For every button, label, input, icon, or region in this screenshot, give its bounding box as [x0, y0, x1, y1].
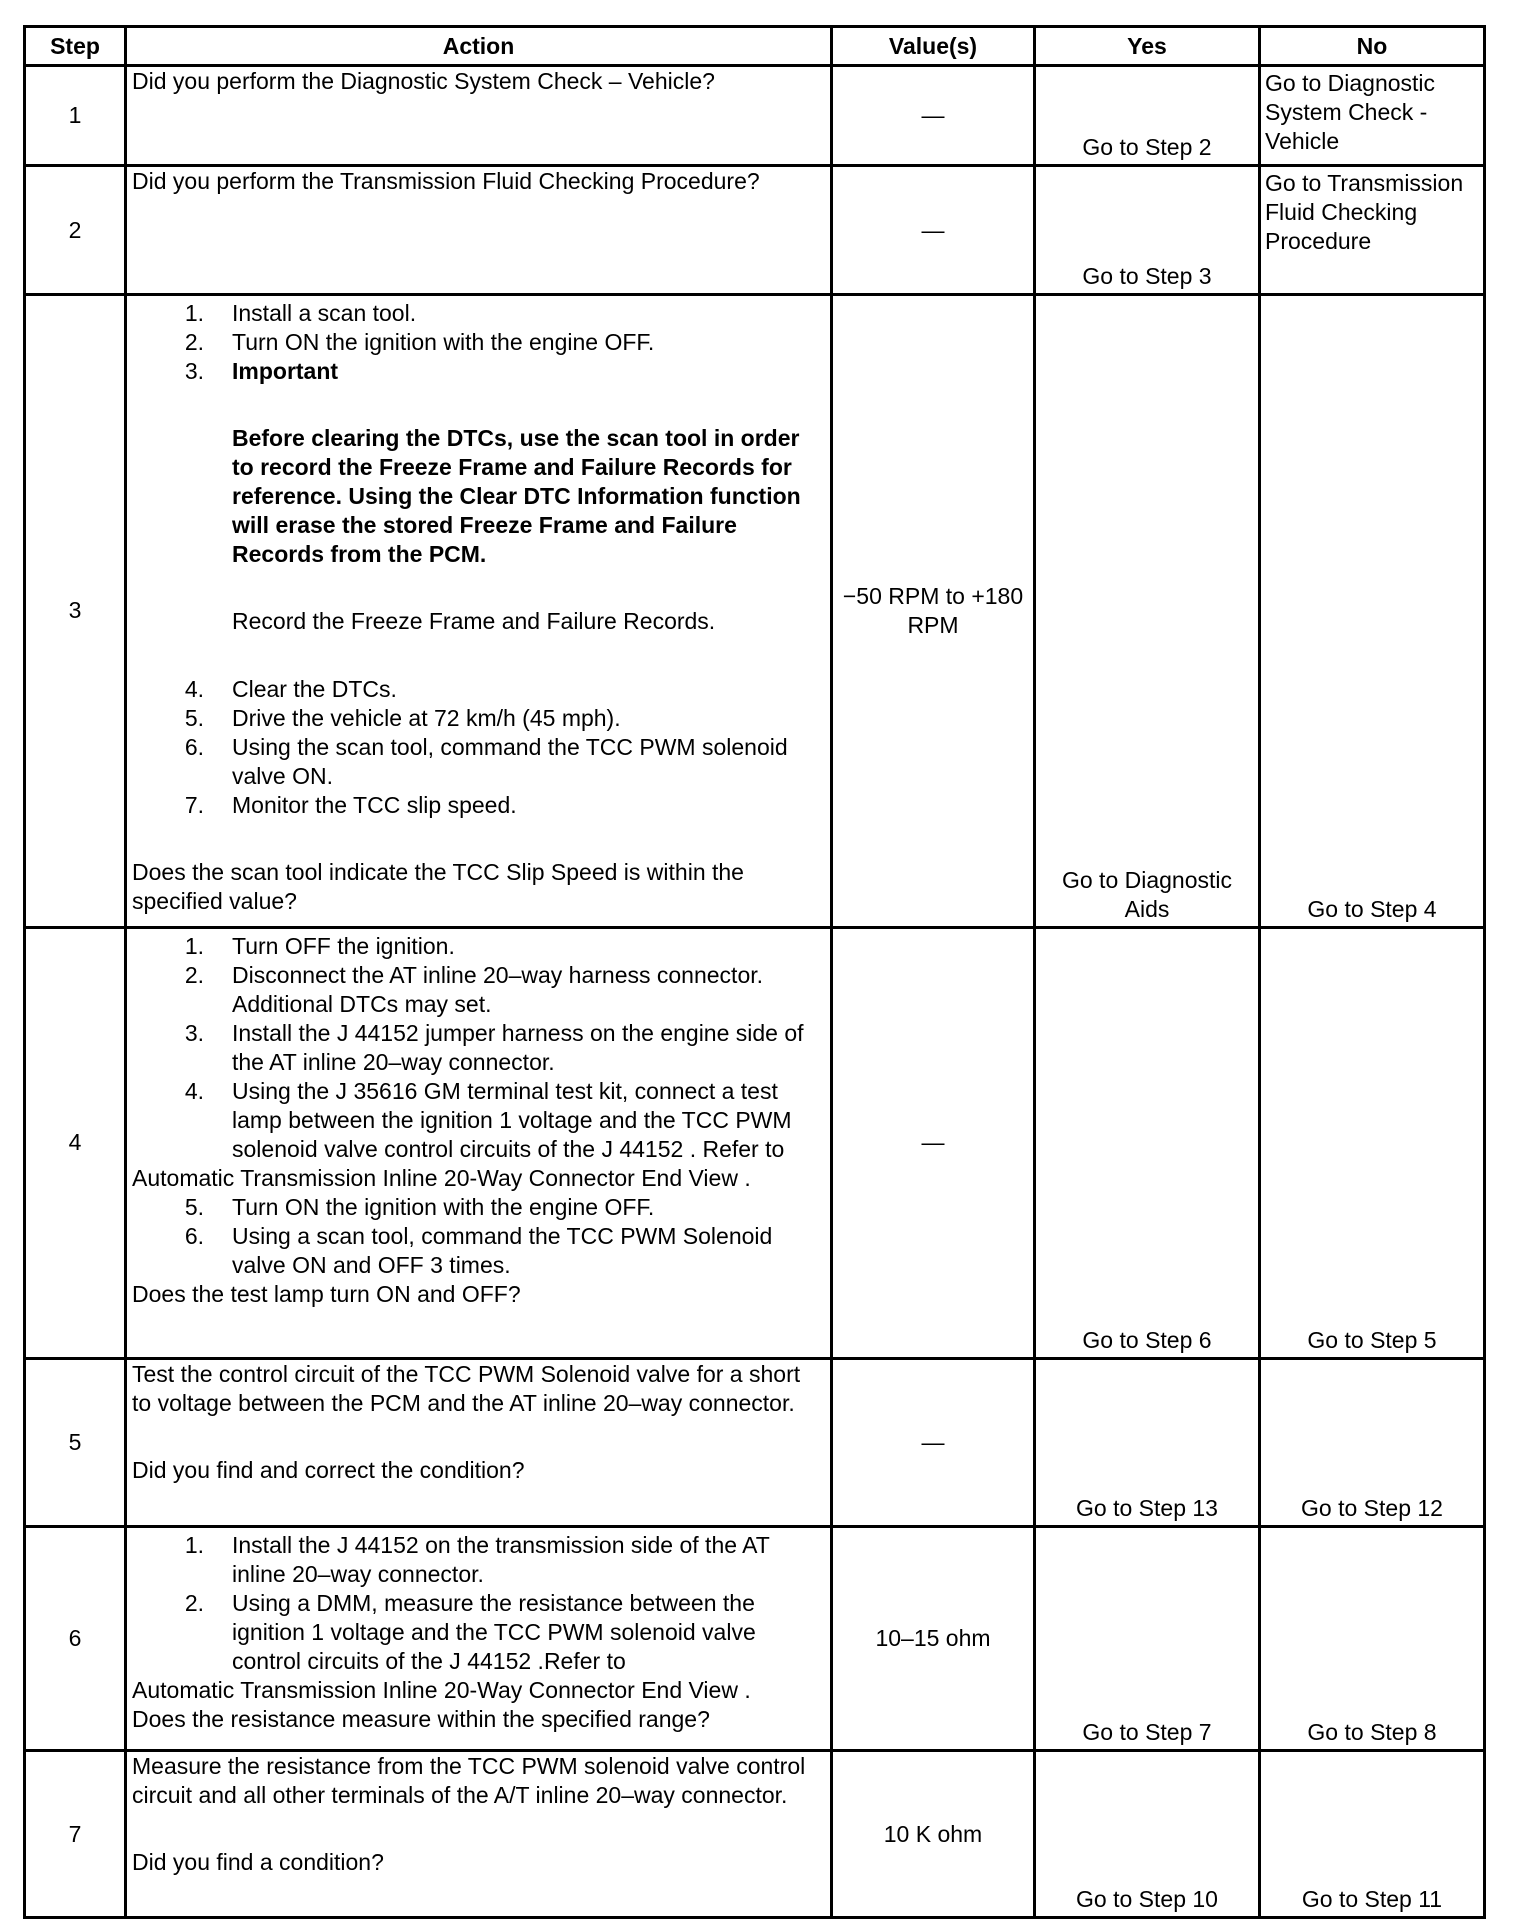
item-number: 2. — [184, 328, 204, 355]
item-number: 4. — [184, 1077, 204, 1104]
list-item — [132, 1193, 825, 1222]
item-number: 5. — [184, 704, 204, 731]
item-text: Disconnect the AT inline 20–way harness connector. Additional DTCs may set. — [232, 961, 764, 1017]
yes-cell: Go to Step 2 — [1035, 66, 1260, 166]
action-cell — [126, 1526, 832, 1751]
table-row — [25, 1359, 1485, 1527]
item-number: 3. — [184, 1019, 204, 1046]
header-yes: Yes — [1035, 27, 1260, 66]
item-text: Install the J 44152 jumper harness on the engine side of the AT inline 20–way connector. — [232, 1019, 804, 1075]
action-question: Does the scan tool indicate the TCC Slip Speed is within the specified value? — [132, 858, 744, 914]
action-cell — [126, 294, 832, 927]
record-note: Record the Freeze Frame and Failure Records. — [232, 607, 716, 634]
step-number: 5 — [25, 1359, 126, 1527]
no-cell: Go to Transmission Fluid Checking Procedure — [1260, 166, 1485, 294]
step-number: 1 — [25, 66, 126, 166]
item-number: 1. — [184, 1531, 204, 1558]
item-text: Using a scan tool, command the TCC PWM Solenoid valve ON and OFF 3 times. — [232, 1222, 773, 1278]
yes-cell: Go to Step 13 — [1035, 1359, 1260, 1527]
action-question: Does the test lamp turn ON and OFF? — [132, 1280, 521, 1307]
yes-cell: Go to Step 10 — [1035, 1751, 1260, 1918]
item-text: Using the J 35616 GM terminal test kit, connect a test lamp between the ignition 1 voltage and the TCC PWM solenoid valve control circuits of the J 44152 . Refer to — [232, 1077, 792, 1162]
item-number: 7. — [184, 791, 204, 818]
action-text: Test the control circuit of the TCC PWM Solenoid valve for a short to voltage between the PCM and the AT inline 20–way connector. — [132, 1361, 801, 1417]
list-item — [132, 1222, 825, 1280]
item-text: Using the scan tool, command the TCC PWM solenoid valve ON. — [232, 733, 788, 789]
action-cell — [126, 927, 832, 1358]
item-text: Install the J 44152 on the transmission side of the AT inline 20–way connector. — [232, 1531, 770, 1587]
list-item — [132, 791, 825, 820]
list-item — [132, 733, 825, 791]
action-cell — [126, 66, 832, 166]
item-number: 5. — [184, 1193, 204, 1220]
yes-cell: Go to Diagnostic Aids — [1035, 294, 1260, 927]
item-number: 2. — [184, 961, 204, 988]
table-row — [25, 66, 1485, 166]
header-action: Action — [126, 27, 832, 66]
list-item — [132, 357, 825, 386]
table-row — [25, 1751, 1485, 1918]
no-cell: Go to Step 11 — [1260, 1751, 1485, 1918]
important-note: Before clearing the DTCs, use the scan tool in order to record the Freeze Frame and Failure Records for reference. Using the Clear DTC Information function will erase the stored Freeze Frame and Failure Records from the PCM. — [232, 424, 801, 567]
value-cell: — — [832, 166, 1035, 294]
table-row — [25, 294, 1485, 927]
item-text: Monitor the TCC slip speed. — [232, 791, 517, 818]
action-question: Did you perform the Transmission Fluid Checking Procedure? — [132, 168, 760, 195]
item-number: 2. — [184, 1589, 204, 1616]
action-question: Did you find and correct the condition? — [132, 1457, 525, 1484]
important-label: Important — [232, 357, 339, 384]
value-cell: 10–15 ohm — [832, 1526, 1035, 1751]
table-row — [25, 927, 1485, 1358]
value-cell: −50 RPM to +180 RPM — [832, 294, 1035, 927]
no-cell: Go to Diagnostic System Check - Vehicle — [1260, 66, 1485, 166]
item-number: 1. — [184, 932, 204, 959]
list-item — [132, 328, 825, 357]
table-row — [25, 1526, 1485, 1751]
action-cell — [126, 1751, 832, 1918]
item-text: Turn ON the ignition with the engine OFF. — [232, 1193, 655, 1220]
item-number: 3. — [184, 357, 204, 384]
list-item — [132, 932, 825, 961]
header-step: Step — [25, 27, 126, 66]
item-text: Drive the vehicle at 72 km/h (45 mph). — [232, 704, 621, 731]
list-item — [132, 1531, 825, 1589]
header-values: Value(s) — [832, 27, 1035, 66]
no-cell: Go to Step 12 — [1260, 1359, 1485, 1527]
yes-cell: Go to Step 3 — [1035, 166, 1260, 294]
action-question: Did you perform the Diagnostic System Check – Vehicle? — [132, 68, 715, 94]
item-text: Turn OFF the ignition. — [232, 932, 455, 959]
list-item — [132, 1019, 825, 1077]
list-item — [132, 1589, 825, 1676]
step-number: 4 — [25, 927, 126, 1358]
action-text: Measure the resistance from the TCC PWM solenoid valve control circuit and all other terminals of the A/T inline 20–way connector. — [132, 1753, 806, 1809]
action-question: Does the resistance measure within the specified range? — [132, 1705, 710, 1732]
header-no: No — [1260, 27, 1485, 66]
value-cell: 10 K ohm — [832, 1751, 1035, 1918]
reference-link-text: Automatic Transmission Inline 20-Way Connector End View . — [132, 1676, 751, 1703]
item-text: Using a DMM, measure the resistance between the ignition 1 voltage and the TCC PWM solenoid valve control circuits of the J 44152 .Refer to — [232, 1589, 756, 1674]
yes-cell: Go to Step 7 — [1035, 1526, 1260, 1751]
no-cell: Go to Step 8 — [1260, 1526, 1485, 1751]
yes-cell: Go to Step 6 — [1035, 927, 1260, 1358]
value-cell: — — [832, 66, 1035, 166]
reference-link-text: Automatic Transmission Inline 20-Way Connector End View . — [132, 1164, 751, 1191]
item-number: 6. — [184, 1222, 204, 1249]
step-number: 3 — [25, 294, 126, 927]
no-cell: Go to Step 4 — [1260, 294, 1485, 927]
action-cell — [126, 166, 832, 294]
value-cell: — — [832, 927, 1035, 1358]
step-number: 7 — [25, 1751, 126, 1918]
action-cell — [126, 1359, 832, 1527]
list-item — [132, 1077, 825, 1164]
list-item — [132, 961, 825, 1019]
diagnostic-table — [23, 25, 1486, 1919]
item-number: 6. — [184, 733, 204, 760]
header-row — [25, 27, 1485, 66]
no-cell: Go to Step 5 — [1260, 927, 1485, 1358]
table-row — [25, 166, 1485, 294]
item-text: Clear the DTCs. — [232, 675, 397, 702]
action-question: Did you find a condition? — [132, 1849, 384, 1876]
item-text: Turn ON the ignition with the engine OFF. — [232, 328, 655, 355]
step-number: 6 — [25, 1526, 126, 1751]
item-number: 4. — [184, 675, 204, 702]
value-cell: — — [832, 1359, 1035, 1527]
item-number: 1. — [184, 299, 204, 326]
step-number: 2 — [25, 166, 126, 294]
list-item — [132, 299, 825, 328]
item-text: Install a scan tool. — [232, 299, 417, 326]
list-item — [132, 704, 825, 733]
list-item — [132, 675, 825, 704]
